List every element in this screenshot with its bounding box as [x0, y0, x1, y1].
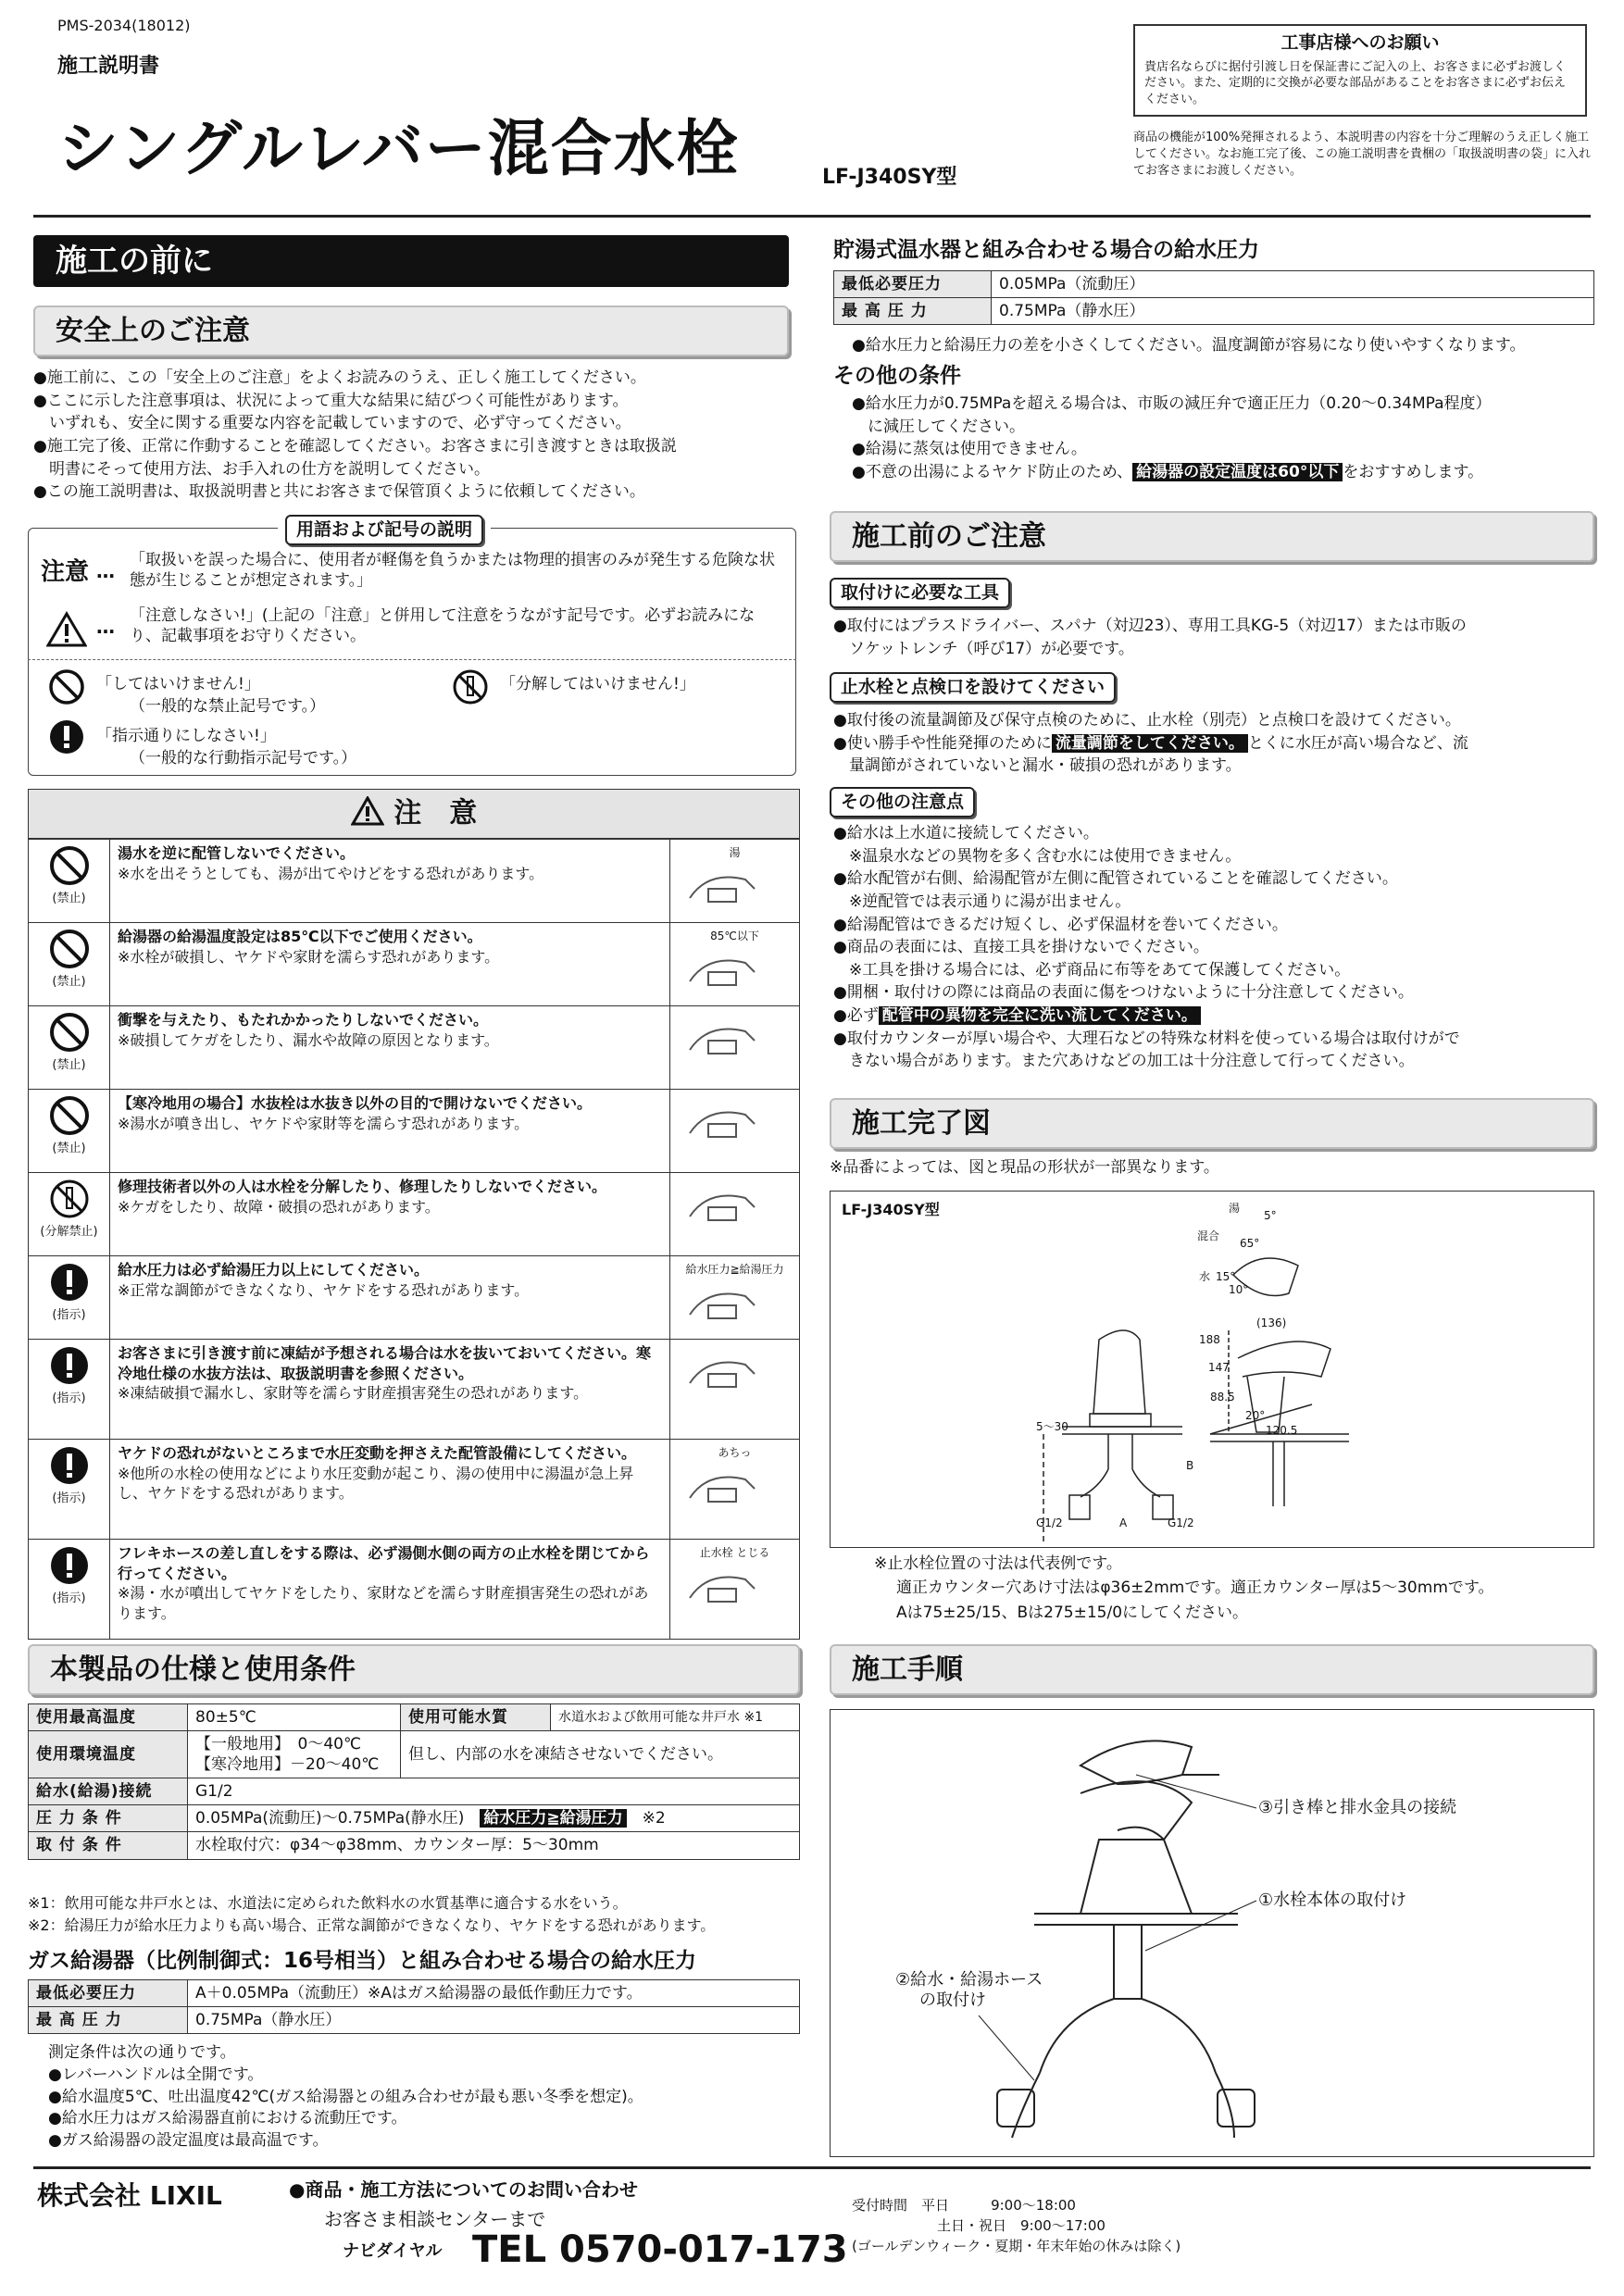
gas-condition: 測定条件は次の通りです。 [48, 2043, 236, 2062]
burn-text: ●不意の出湯によるヤケド防止のため、 [852, 462, 1133, 481]
caution-illustration [670, 1340, 800, 1440]
weekend-label: 土日・祝日 [937, 2216, 1007, 2234]
caution-icon-label: (禁止) [52, 1141, 86, 1155]
dim-note: ※止水栓位置の寸法は代表例です。 [874, 1554, 1122, 1573]
storage-heater-title: 貯湯式温水器と組み合わせる場合の給水圧力 [833, 238, 1259, 262]
caution-icon-cell [29, 1006, 110, 1090]
valve-highlight: 流量調節をしてください。 [1052, 734, 1248, 753]
dim-15deg: 15° [1216, 1270, 1236, 1283]
notice-extra: 商品の機能が100%発揮されるよう、本説明書の内容を十分ご理解のうえ正しく施工してください。なお施工完了後、この施工説明書を貴梱の「取扱説明書の袋」に入れてお客さまにお渡しください。 [1133, 131, 1592, 179]
doc-subtitle: 施工説明書 [57, 55, 160, 78]
spec-value: 80±5℃ [188, 1704, 401, 1731]
no-disassemble-icon [49, 1179, 90, 1219]
weekday-label: 平日 [921, 2197, 950, 2214]
dim-88-5: 88.5 [1210, 1391, 1235, 1404]
phone-number: TEL 0570-017-173 [472, 2228, 848, 2271]
illustration-caption: 湯 [729, 846, 741, 859]
others-item: ●開梱・取付けの際には商品の表面に傷をつけないように十分注意してください。 [833, 983, 1414, 1003]
caution-icon-label: (禁止) [52, 974, 86, 989]
safety-item: ●ここに示した注意事項は、状況によって重大な結果に結びつく可能性があります。 [33, 391, 629, 410]
safety-item: ●施工完了後、正常に作動することを確認してください。お客さまに引き渡すときは取扱説 [33, 436, 677, 455]
faucet-illustration-icon [671, 1561, 782, 1607]
spec-label: 圧 力 条 件 [29, 1805, 188, 1832]
others-item: ※温泉水などの異物を多く含む水には使用できません。 [833, 846, 1242, 866]
notice-title: 工事店様へのお願い [1280, 32, 1440, 53]
condition-item [852, 461, 1593, 484]
dim-mix: 混合 [1197, 1229, 1220, 1242]
valve-title-wrap [830, 672, 1116, 703]
flush-pre: ●必ず [833, 1006, 879, 1026]
spec-note: 但し、内部の水を凍結させないでください。 [401, 1731, 800, 1778]
storage-label: 最低必要圧力 [834, 271, 992, 298]
safety-list [33, 367, 802, 504]
caution-heading-text: 【寒冷地用の場合】水抜栓は水抜き以外の目的で開けないでください。 [118, 1094, 593, 1112]
others-item: きない場合があります。また穴あけなどの加工は十分注意して行ってください。 [833, 1052, 1415, 1071]
caution-table [28, 839, 800, 1640]
caution-icon-label: (禁止) [52, 891, 86, 905]
caution-row [29, 1256, 800, 1340]
caution-icon-label: (分解禁止) [40, 1224, 98, 1239]
dim-136: (136) [1256, 1316, 1287, 1329]
section-pre-install-caution: 施工前のご注意 [830, 511, 1594, 562]
faucet-illustration-icon [671, 1461, 782, 1507]
section-procedure: 施工手順 [830, 1644, 1594, 1695]
tools-title-wrap [830, 578, 1010, 608]
section-safety: 安全上のご注意 [33, 306, 789, 356]
tools-text [833, 615, 1593, 660]
installer-notice-box [1133, 24, 1587, 117]
dim-188: 188 [1199, 1333, 1220, 1346]
faucet-illustration-icon [671, 944, 782, 991]
safety-item: 明書にそって使用方法、お手入れの仕方を説明してください。 [33, 459, 490, 479]
caution-icon-cell [29, 1256, 110, 1340]
other-conditions [852, 393, 1593, 484]
dim-120-5: 120.5 [1266, 1424, 1298, 1437]
spec-note-2: ※2：給湯圧力が給水圧力よりも高い場合、正常な調節ができなくなり、ヤケドをする恐れがあります。 [28, 1916, 716, 1934]
faucet-illustration-icon [671, 1346, 782, 1392]
spec-value [188, 1731, 401, 1778]
caution-text-cell [110, 1440, 670, 1540]
faucet-dimension-drawing [831, 1192, 1593, 1547]
instruction-icon [48, 718, 85, 761]
faucet-illustration-icon [671, 1179, 782, 1226]
pressure-note: ※2 [642, 1809, 666, 1828]
caution-illustration [670, 923, 800, 1006]
weekend-time: 9:00〜17:00 [1020, 2216, 1106, 2234]
completion-diagram [830, 1191, 1594, 1548]
others-list [833, 822, 1593, 1073]
terms-divider [28, 659, 796, 660]
footer-divider [33, 2166, 1591, 2169]
step-1-label: ①水栓本体の取付け [1258, 1890, 1407, 1910]
others-item: ●給水配管が右側、給湯配管が左側に配管されていることを確認してください。 [833, 869, 1398, 889]
condition-item: ●給湯に蒸気は使用できません。 [852, 440, 1087, 459]
warning-triangle-icon [46, 611, 87, 654]
caution-icon-cell [29, 840, 110, 923]
caution-heading: 注 意 [394, 797, 478, 830]
caution-icon-label: (禁止) [52, 1057, 86, 1072]
header-divider [33, 215, 1591, 218]
caution-note: ※水を出そうとしても、湯が出てやけどをする恐れがあります。 [118, 864, 544, 882]
others-item: ※工具を掛ける場合には、必ず商品に布等をあてて保護してください。 [833, 960, 1351, 980]
caution-icon-cell [29, 1173, 110, 1256]
dim-g12-right: G1/2 [1168, 1516, 1194, 1529]
no-disassemble-term-text: 「分解してはいけません!」 [500, 675, 695, 693]
condition-item: に減圧してください。 [852, 417, 1025, 436]
step-2-label: ②給水・給湯ホース [895, 1970, 1043, 1990]
caution-heading-text: フレキホースの差し直しをする際は、必ず湯側水側の両方の止水栓を閉じてから行ってください。 [118, 1544, 650, 1582]
dim-5-30: 5〜30 [1036, 1420, 1068, 1433]
caution-heading-text: 給水圧力は必ず給湯圧力以上にしてください。 [118, 1261, 430, 1279]
others-item: ●商品の表面には、直接工具を掛けないでください。 [833, 938, 1209, 957]
caution-illustration [670, 1173, 800, 1256]
caution-illustration [670, 1090, 800, 1173]
others-item [833, 1004, 1593, 1028]
caution-illustration [670, 1440, 800, 1540]
valve-line: 量調節がされていないと漏水・破損の恐れがあります。 [833, 756, 1242, 776]
caution-row [29, 1340, 800, 1440]
dim-hot: 湯 [1229, 1202, 1241, 1215]
others-item: ●取付カウンターが厚い場合や、大理石などの特殊な材料を使っている場合は取付けがで [833, 1029, 1460, 1048]
safety-item: ●この施工説明書は、取扱説明書と共にお客さまで保管頂くように依頼してください。 [33, 482, 645, 502]
gas-condition: ●給水温度5℃、吐出温度42℃(ガス給湯器との組み合わせが最も悪い冬季を想定)。 [48, 2087, 643, 2106]
instruction-term-text: 「指示通りにしなさい!」 [96, 727, 276, 745]
caution-table-header [28, 789, 800, 839]
faucet-illustration-icon [671, 1278, 782, 1324]
triangle-term-text: 「注意しなさい!」(上記の「注意」と併用して注意をうながす記号です。必ずお読みになり、記載事項をお守りください。 [130, 606, 756, 646]
dim-g12-left: G1/2 [1036, 1516, 1063, 1529]
faucet-illustration-icon [671, 1013, 782, 1059]
contact-heading: ●商品・施工方法についてのお問い合わせ [289, 2178, 639, 2201]
dim-a: A [1119, 1516, 1128, 1529]
dim-note: Aは75±25/15、Bは275±15/0にしてください。 [896, 1603, 1249, 1622]
spec-value: 水栓取付穴：φ34〜φ38mm、カウンター厚：5〜30mm [188, 1832, 800, 1859]
caution-row [29, 923, 800, 1006]
caution-icon-label: (指示) [52, 1307, 86, 1322]
caution-text-cell [110, 1090, 670, 1173]
storage-label: 最 高 圧 力 [834, 298, 992, 325]
caution-icon-label: (指示) [52, 1491, 86, 1505]
caution-illustration [670, 1006, 800, 1090]
instruction-term-sub: （一般的な行動指示記号です。） [130, 749, 357, 767]
pressure-rule: 給水圧力≧給湯圧力 [480, 1809, 626, 1828]
illustration-caption: 止水栓 とじる [699, 1546, 770, 1559]
storage-pressure-table [833, 270, 1594, 325]
dim-20deg: 20° [1245, 1409, 1266, 1422]
weekday-time: 9:00〜18:00 [991, 2197, 1076, 2214]
tools-line: ソケットレンチ（呼び17）が必要です。 [833, 639, 1134, 658]
caution-note: ※破損してケガをしたり、漏水や故障の原因となります。 [118, 1030, 499, 1049]
spec-value-general: 【一般地用】 0〜40℃ [195, 1735, 362, 1754]
caution-text-cell [110, 1256, 670, 1340]
condition-item: ●給水圧力が0.75MPaを超える場合は、市販の減圧弁で適正圧力（0.20〜0.34MPa程度） [852, 394, 1492, 413]
ellipsis: … [96, 560, 115, 582]
tools-title: 取付けに必要な工具 [830, 578, 1010, 608]
dimension-notes [874, 1552, 1494, 1625]
spec-label: 給水(給湯)接続 [29, 1778, 188, 1805]
caution-text-cell [110, 840, 670, 923]
contact-center: お客さま相談センターまで [324, 2208, 546, 2230]
step-3-label: ③引き棒と排水金具の接続 [1258, 1798, 1457, 1817]
caution-text-cell [110, 1006, 670, 1090]
gas-value: A＋0.05MPa（流動圧）※Aはガス給湯器の最低作動圧力です。 [188, 1980, 800, 2007]
safety-item: ●施工前に、この「安全上のご注意」をよくお読みのうえ、正しく施工してください。 [33, 368, 646, 387]
caution-row [29, 1090, 800, 1173]
dim-65deg: 65° [1240, 1237, 1260, 1250]
others-item: ●給湯配管はできるだけ短くし、必ず保温材を巻いてください。 [833, 915, 1288, 934]
gas-section-title: ガス給湯器（比例制御式：16号相当）と組み合わせる場合の給水圧力 [28, 1949, 697, 1973]
prohibit-icon [49, 1012, 90, 1053]
instruction-icon [49, 1445, 90, 1486]
caution-heading-text: 湯水を逆に配管しないでください。 [118, 844, 356, 862]
gas-label: 最低必要圧力 [29, 1980, 188, 2007]
prohibit-icon [49, 845, 90, 886]
caution-text-cell [110, 923, 670, 1006]
spec-value: G1/2 [188, 1778, 800, 1805]
caution-icon-cell [29, 1440, 110, 1540]
spec-table [28, 1703, 800, 1860]
diagram-model: LF-J340SY型 [842, 1201, 940, 1218]
dim-10deg: 10° [1229, 1283, 1249, 1296]
others-title-wrap [830, 787, 975, 817]
caution-row [29, 1173, 800, 1256]
caution-heading-text: お客さまに引き渡す前に凍結が予想される場合は水を抜いておいてください。寒冷地仕様の水抜方法は、取扱説明書を参照ください。 [118, 1344, 652, 1382]
notice-body: 貴店名ならびに据付引渡し日を保証書にご記入の上、お客さまに必ずお渡しください。また、定期的に交換が必要な部品があることをお客さまに必ずお伝えください。 [1144, 59, 1567, 106]
caution-illustration [670, 1256, 800, 1340]
faucet-illustration-icon [671, 861, 782, 907]
caution-row [29, 1006, 800, 1090]
caution-row [29, 840, 800, 923]
caution-icon-cell [29, 1540, 110, 1640]
dim-b: B [1186, 1459, 1194, 1472]
burn-highlight: 給湯器の設定温度は60°以下 [1132, 463, 1343, 481]
caution-note: ※湯水が噴き出し、ヤケドや家財等を濡らす恐れがあります。 [118, 1114, 530, 1132]
gas-label: 最 高 圧 力 [29, 2007, 188, 2034]
section-complete: 施工完了図 [830, 1098, 1594, 1149]
model-number: LF-J340SY型 [822, 166, 957, 189]
spec-notes [28, 1892, 715, 1937]
illustration-caption: あちっ [718, 1446, 752, 1459]
gas-condition: ●給水圧力はガス給湯器直前における流動圧です。 [48, 2109, 407, 2128]
terms-title: 用語および記号の説明 [285, 515, 483, 545]
caution-note: ※正常な調節ができなくなり、ヤケドをする恐れがあります。 [118, 1280, 530, 1299]
dim-note: 適正カウンター穴あけ寸法はφ36±2mmです。適正カウンター厚は5〜30mmです。 [896, 1578, 1494, 1598]
prohibit-term-text: 「してはいけません!」 [96, 675, 260, 693]
hours-label: 受付時間 [852, 2197, 908, 2214]
caution-note: ※他所の水栓の使用などにより水圧変動が起こり、湯の使用中に湯温が急上昇し、ヤケドをする恐れがあります。 [118, 1464, 634, 1503]
instruction-icon [49, 1345, 90, 1386]
gas-conditions [48, 2042, 643, 2152]
warning-triangle-icon [351, 796, 384, 826]
gas-condition: ●レバーハンドルは全開です。 [48, 2065, 264, 2084]
caution-row [29, 1440, 800, 1540]
storage-value: 0.75MPa（静水圧） [992, 298, 1594, 325]
company-name: 株式会社 LIXIL [37, 2180, 222, 2211]
caution-text-cell [110, 1540, 670, 1640]
procedure-diagram [830, 1709, 1594, 2157]
caution-term-label: 注意 [41, 558, 90, 586]
caution-illustration [670, 840, 800, 923]
prohibit-term-sub: （一般的な禁止記号です。） [130, 697, 326, 716]
caution-icon-cell [29, 923, 110, 1006]
tools-line: ●取付にはプラスドライバー、スパナ（対辺23）、専用工具KG-5（対辺17）または市販の [833, 617, 1467, 635]
caution-note: ※水栓が破損し、ヤケドや家財を濡らす恐れがあります。 [118, 947, 500, 966]
caution-icon-cell [29, 1340, 110, 1440]
spec-value-cold: 【寒冷地用】－20〜40℃ [195, 1755, 380, 1775]
step-2-label-sub: の取付け [919, 1990, 986, 2010]
spec-label: 取 付 条 件 [29, 1832, 188, 1859]
storage-value: 0.05MPa（流動圧） [992, 271, 1594, 298]
valve-text [833, 709, 1593, 778]
valve-title: 止水栓と点検口を設けてください [830, 672, 1116, 703]
doc-code: PMS-2034(18012) [57, 17, 191, 34]
valve-line: ●取付後の流量調節及び保守点検のために、止水栓（別売）と点検口を設けてください。 [833, 711, 1461, 730]
terms-title-wrap [278, 515, 491, 545]
gas-value: 0.75MPa（静水圧） [188, 2007, 800, 2034]
caution-illustration [670, 1540, 800, 1640]
gas-pressure-table [28, 1979, 800, 2034]
caution-icon-cell [29, 1090, 110, 1173]
others-title: その他の注意点 [830, 787, 975, 817]
valve-line [833, 732, 1593, 755]
burn-text: をおすすめします。 [1343, 462, 1484, 481]
flush-highlight: 配管中の異物を完全に洗い流してください。 [879, 1006, 1201, 1025]
section-before-install: 施工の前に [33, 235, 789, 287]
others-item: ●給水は上水道に接続してください。 [833, 824, 1099, 842]
caution-heading-text: ヤケドの恐れがないところまで水圧変動を押さえた配管設備にしてください。 [118, 1444, 637, 1462]
spec-label: 使用可能水質 [401, 1704, 551, 1731]
caution-heading-text: 衝撃を与えたり、もたれかかったりしないでください。 [118, 1011, 489, 1029]
caution-heading-text: 給湯器の給湯温度設定は85℃以下でご使用ください。 [118, 928, 482, 945]
caution-heading-text: 修理技術者以外の人は水栓を分解したり、修理したりしないでください。 [118, 1178, 607, 1195]
other-conditions-title: その他の条件 [833, 364, 961, 388]
pressure-range: 0.05MPa(流動圧)〜0.75MPa(静水圧) [195, 1809, 465, 1828]
safety-item: いずれも、安全に関する重要な内容を記載していますので、必ず守ってください。 [33, 414, 631, 433]
others-item: ※逆配管では表示通りに湯が出ません。 [833, 892, 1131, 911]
spec-value [188, 1805, 800, 1832]
prohibit-icon [49, 929, 90, 969]
spec-value: 水道水および飲用可能な井戸水 ※1 [551, 1704, 800, 1731]
faucet-illustration-icon [671, 1096, 782, 1142]
caution-note: ※ケガをしたり、故障・破損の恐れがあります。 [118, 1197, 440, 1216]
ellipsis: … [96, 616, 115, 638]
caution-table-wrap [28, 789, 800, 1640]
illustration-caption: 85℃以下 [710, 930, 759, 942]
caution-note: ※凍結破損で漏水し、家財等を濡らす財産損害発生の恐れがあります。 [118, 1384, 589, 1403]
navi-dial-label: ナビダイヤル [343, 2241, 443, 2261]
dim-147: 147 [1208, 1361, 1230, 1374]
caution-row [29, 1540, 800, 1640]
instruction-icon [49, 1545, 90, 1586]
doc-title: シングルレバー混合水栓 [57, 113, 740, 184]
dim-5deg: 5° [1264, 1209, 1277, 1222]
holiday-note: (ゴールデンウィーク・夏期・年末年始の休みは除く) [852, 2237, 1181, 2254]
prohibit-icon [48, 668, 85, 711]
complete-note: ※品番によっては、図と現品の形状が一部異なります。 [830, 1158, 1219, 1177]
caution-term-text: 「取扱いを誤った場合に、使用者が軽傷を負うかまたは物理的損害のみが発生する危険な状態が生じることが想定されます。」 [130, 551, 775, 591]
installation-steps-drawing [831, 1710, 1593, 2156]
illustration-caption: 給水圧力≧給湯圧力 [685, 1263, 784, 1276]
valve-text-post: とくに水圧が高い場合など、流 [1247, 733, 1468, 753]
no-disassemble-icon [452, 668, 489, 711]
section-spec: 本製品の仕様と使用条件 [28, 1644, 800, 1695]
valve-text-pre: ●使い勝手や性能発揮のために [833, 733, 1052, 753]
caution-text-cell [110, 1173, 670, 1256]
caution-icon-label: (指示) [52, 1591, 86, 1605]
prohibit-icon [49, 1095, 90, 1136]
spec-label: 使用最高温度 [29, 1704, 188, 1731]
dim-water: 水 [1199, 1270, 1211, 1283]
business-hours [852, 2196, 1181, 2256]
caution-text-cell [110, 1340, 670, 1440]
storage-note: ●給水圧力と給湯圧力の差を小さくしてください。温度調節が容易になり使いやすくなります。 [852, 336, 1526, 355]
spec-note-1: ※1：飲用可能な井戸水とは、水道法に定められた飲料水の水質基準に適合する水をいう。 [28, 1894, 628, 1912]
gas-condition: ●ガス給湯器の設定温度は最高温です。 [48, 2131, 329, 2151]
instruction-icon [49, 1262, 90, 1303]
caution-icon-label: (指示) [52, 1391, 86, 1405]
caution-note: ※湯・水が噴出してヤケドをしたり、家財などを濡らす財産損害発生の恐れがあります。 [118, 1584, 649, 1622]
spec-label: 使用環境温度 [29, 1731, 188, 1778]
